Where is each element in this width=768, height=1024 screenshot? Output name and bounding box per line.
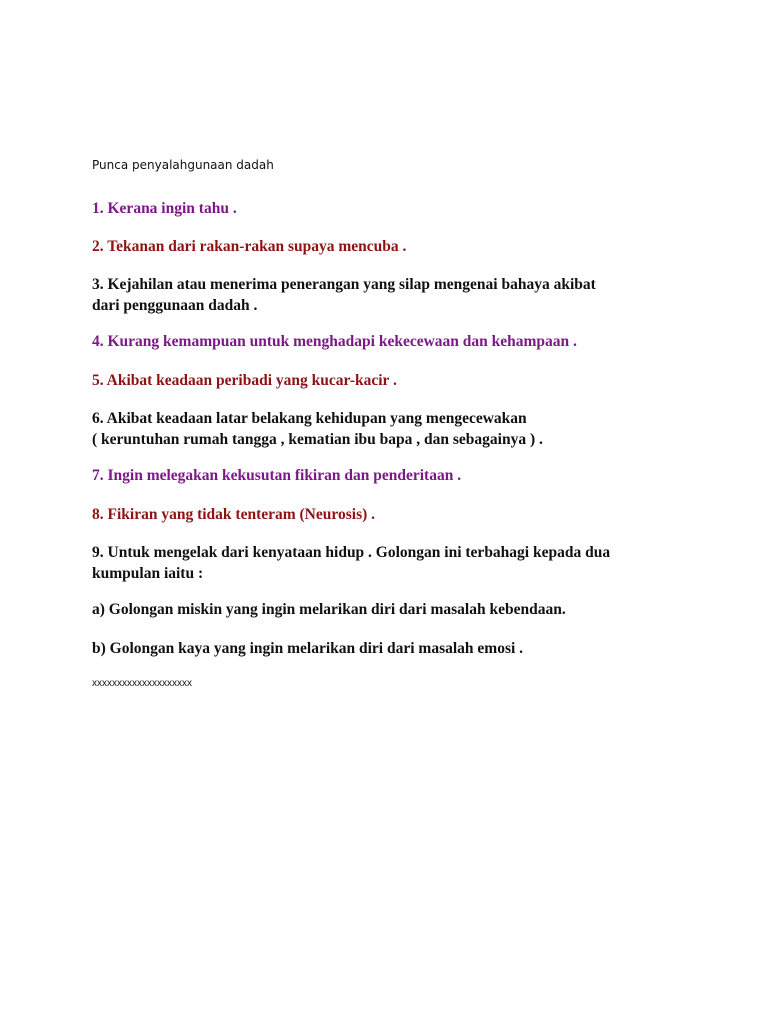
list-item-line: b) Golongan kaya yang ingin melarikan diri dari masalah emosi . <box>92 640 524 657</box>
list-item-line: 1. Kerana ingin tahu . <box>92 200 237 217</box>
document-footer-marker: xxxxxxxxxxxxxxxxxxxx <box>92 678 192 689</box>
list-item-line: 2. Tekanan dari rakan-rakan supaya mencuba . <box>92 238 407 255</box>
list-item-line: 6. Akibat keadaan latar belakang kehidupan yang mengecewakan <box>92 410 527 427</box>
list-item-5 <box>92 370 692 391</box>
list-item-9 <box>92 542 692 584</box>
list-item-line: ( keruntuhan rumah tangga , kematian ibu bapa , dan sebagainya ) . <box>92 431 543 448</box>
document-heading: Punca penyalahgunaan dadah <box>92 158 274 172</box>
list-item-7 <box>92 465 692 486</box>
list-item-9a <box>92 599 692 620</box>
list-item-1 <box>92 198 692 219</box>
list-item-line: 9. Untuk mengelak dari kenyataan hidup . Golongan ini terbahagi kepada dua <box>92 544 611 561</box>
list-item-line: kumpulan iaitu : <box>92 565 204 582</box>
list-item-line: 5. Akibat keadaan peribadi yang kucar-kacir . <box>92 372 397 389</box>
list-item-6 <box>92 408 692 450</box>
list-item-line: dari penggunaan dadah . <box>92 297 258 314</box>
list-item-line: 8. Fikiran yang tidak tenteram (Neurosis) . <box>92 506 376 523</box>
list-item-4 <box>92 331 692 352</box>
list-item-9b <box>92 638 692 659</box>
list-item-line: a) Golongan miskin yang ingin melarikan diri dari masalah kebendaan. <box>92 601 566 618</box>
list-item-2 <box>92 236 692 257</box>
list-item-8 <box>92 504 692 525</box>
list-item-3 <box>92 274 692 316</box>
list-item-line: 7. Ingin melegakan kekusutan fikiran dan penderitaan . <box>92 467 462 484</box>
list-item-line: 4. Kurang kemampuan untuk menghadapi kekecewaan dan kehampaan . <box>92 333 577 350</box>
list-item-line: 3. Kejahilan atau menerima penerangan yang silap mengenai bahaya akibat <box>92 276 596 293</box>
